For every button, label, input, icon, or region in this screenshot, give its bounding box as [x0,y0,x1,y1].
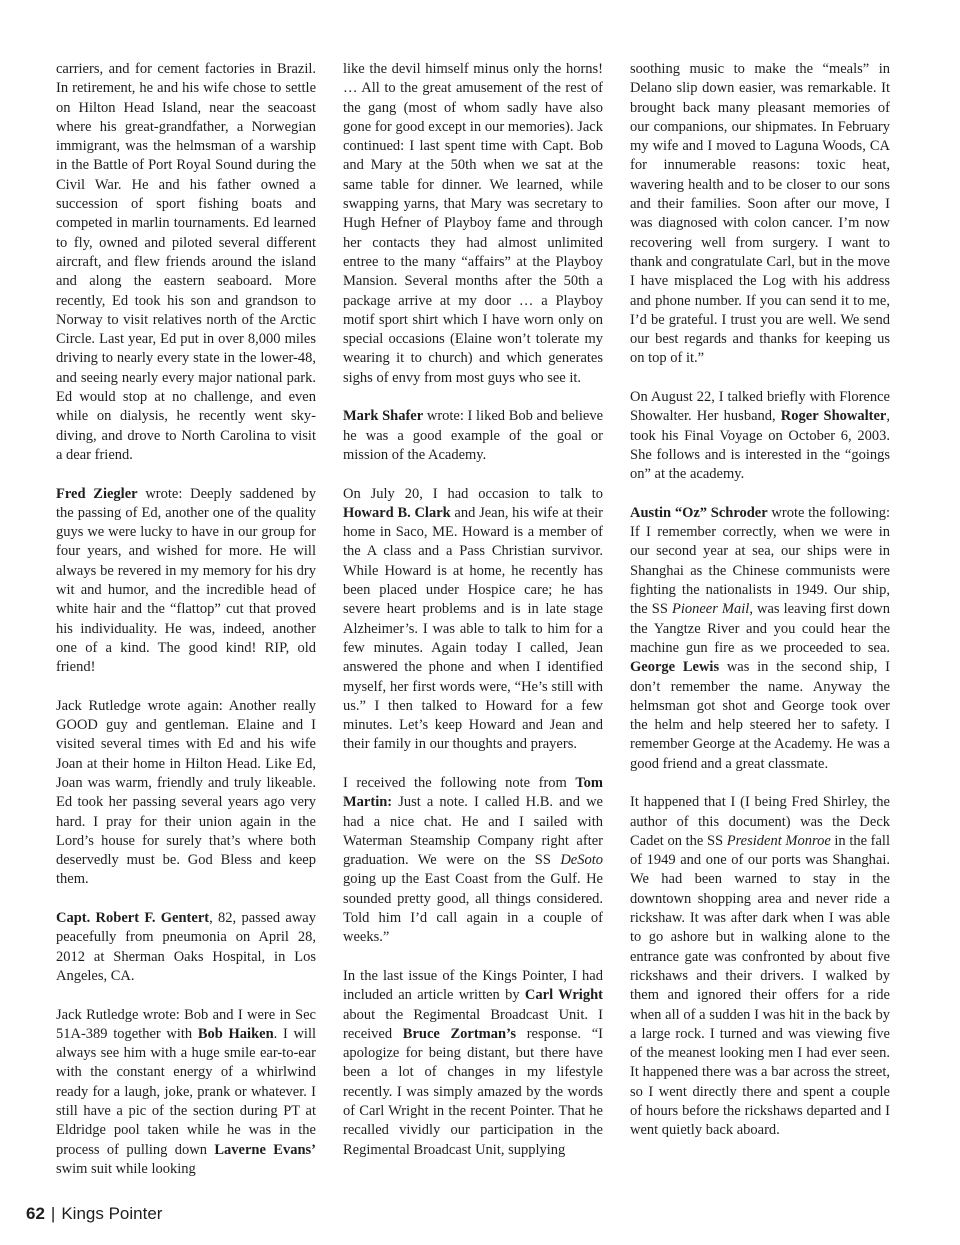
paragraph-text: going up the East Coast from the Gulf. He sounded pretty good, all things considered. Told him I’d call again in a couple of weeks.” [343,871,603,946]
person-name: Tom Martin: [343,774,603,811]
paragraph-text: and Jean, his wife at their home in Saco, ME. Howard is a member of the A class and a Pass Christian survivor. While Howard is at home, he recently has been placed under Hospice care; he has severe heart problems and is in late stage Alzheimer’s. I was able to talk to him for a few minutes. Again today I called, Jean answered the phone and when I identified myself, her first words were, “He’s still with us.” I then talked to Howard for a few minutes. Let’s keep Howard and Jean and their family in our thoughts and prayers. [343,504,604,753]
ship-name: Pioneer Mail [671,601,750,618]
person-name: Roger Showalter [780,408,887,425]
page-footer [26,1204,162,1224]
person-name: Laverne Evans’ [214,1141,316,1158]
person-name: Capt. Robert F. Gentert [56,910,210,927]
paragraph-text: in the fall of 1949 and one of our ports was Shanghai. We had been warned to stay in the downtown shopping area and never ride a rickshaw. It was after dark when I was able to go ashore but in walking alone to the entrance gate was confronted by about five rickshaws and their drivers. I walked by them and ignored their offers for a ride when all of a sudden I was hit in the back by a large rock. I turned and was viewing five of the meanest looking men I had ever seen. It happened there was a bar across the street, so I went directly there and spent a couple of hours before the rickshaws departed and I went quietly back aboard. [630,832,890,1139]
paragraph-text: On August 22, I talked briefly with Florence Showalter. Her husband, [630,389,890,425]
paragraph [630,388,890,484]
text-column-2 [343,60,603,1160]
person-name: Fred Ziegler [56,485,138,502]
paragraph-text: Just a note. I called H.B. and we had a nice chat. He and I sailed with Waterman Steamship Company right after graduation. We were on the SS [343,794,603,869]
paragraph [343,60,603,388]
paragraph [343,485,603,755]
text-column-3 [630,60,890,1141]
paragraph-text: , took his Final Voyage on October 6, 2003. She follows and is interested in the “goings on” at the academy. [630,408,890,483]
person-name: Bob Haiken [197,1025,274,1042]
ship-name: President Monroe [726,832,831,849]
publication-name: Kings Pointer [61,1204,163,1223]
paragraph-text: wrote the following: If I remember correctly, when we were in our second year at sea, our ships were in Shanghai as the Chinese communists were fighting the nationalists in 1949. Our ship, the SS [630,504,890,618]
paragraph-text: It happened that I (I being Fred Shirley, the author of this document) was the Deck Cadet on the SS [630,794,890,849]
paragraph [56,1006,316,1180]
paragraph-text: was in the second ship, I don’t remember the name. Anyway the helmsman got shot and George took over the helm and help steered her to safety. I remember George at the Academy. He was a good friend and a great classmate. [630,659,890,772]
paragraph [630,793,890,1140]
paragraph [343,967,603,1160]
paragraph-text: wrote: I liked Bob and believe he was a good example of the goal or mission of the Academy. [343,408,604,463]
person-name: Mark Shafer [343,408,424,425]
paragraph-text: swim suit while looking [56,1160,196,1177]
paragraph-text: On July 20, I had occasion to talk to [343,485,603,502]
footer-separator: | [50,1204,56,1223]
person-name: George Lewis [630,659,720,676]
paragraph [343,407,603,465]
paragraph-text: about the Regimental Broadcast Unit. I received [343,1006,603,1042]
paragraph-text: . I will always see him with a huge smile ear-to-ear with the constant energy of a whirlwind ready for a laugh, joke, prank or whatever. I still have a pic of the section during PT at Eldridge pool taken while he was in the process of pulling down [56,1025,316,1158]
paragraph-text: soothing music to make the “meals” in Delano slip down easier, was remarkable. It brought back many pleasant memories of our companions, our shipmates. In February my wife and I moved to Laguna Woods, CA for innumerable reasons: toxic heat, wavering health and to be closer to our sons and their families. Soon after our move, I was diagnosed with colon cancer. I’m now recovering well from surgery. I want to thank and congratulate Carl, but in the move I have misplaced the Log with his address and phone number. If you can send it to me, I’d be grateful. I trust you are well. We send our best regards and thanks for keeping us on top of it.” [630,61,890,367]
paragraph [343,774,603,948]
paragraph-text: wrote: Deeply saddened by the passing of Ed, another one of the quality guys we were lucky to have in our group for four years, and wished for more. He will always be revered in my memory for his dry wit and humor, and the incredible head of white hair and the “flattop” cut that proved his individuality. He was, indeed, another one of a kind. The good kind! RIP, old friend! [56,485,316,676]
paragraph-text: I received the following note from [343,774,576,791]
person-name: Howard B. Clark [343,504,451,521]
page-number: 62 [26,1204,45,1223]
person-name: Austin “Oz” Schroder [630,504,768,521]
paragraph [630,60,890,369]
paragraph-text: Jack Rutledge wrote again: Another really GOOD guy and gentleman. Elaine and I visited several times with Ed and his wife Joan at their home in Hilton Head. Like Ed, Joan was warm, friendly and truly likeable. Ed took her passing several years ago very hard. I pray for their union again in the Lord’s house for surely that’s where both deservedly must be. God Bless and keep them. [56,697,316,888]
person-name: Bruce Zortman’s [402,1025,517,1042]
paragraph-text: carriers, and for cement factories in Brazil. In retirement, he and his wife chose to settle on Hilton Head Island, near the seacoast where his great-grandfather, a Norwegian immigrant, was the helmsman of a warship in the Battle of Port Royal Sound during the Civil War. He and his father owned a succession of sport fishing boats and competed in marlin tournaments. Ed learned to fly, owned and piloted several different aircraft, and flew friends around the island and along the eastern seaboard. More recently, Ed took his son and grandson to Norway to visit relatives north of the Arctic Circle. Last year, Ed put in over 8,000 miles driving to nearly every state in the lower-48, and seeing nearly every major national park. Ed would stop at no challenge, and even while on dialysis, he recently went sky-diving, and drove to North Carolina to visit a dear friend. [56,61,316,463]
paragraph-text: , was leaving first down the Yangtze River and you could hear the machine gun fire as we proceeded to sea. [630,601,891,656]
ship-name: DeSoto [560,852,603,869]
person-name: Carl Wright [524,987,603,1004]
paragraph-text: , 82, passed away peacefully from pneumonia on April 28, 2012 at Sherman Oaks Hospital, in Los Angeles, CA. [56,910,316,984]
paragraph [56,485,316,678]
paragraph-text: Jack Rutledge wrote: Bob and I were in Sec 51A-389 together with [56,1006,316,1042]
paragraph [56,697,316,890]
paragraph-text: response. “I apologize for being distant, but there have been a lot of changes in my lifestyle recently. I was simply amazed by the words of Carl Wright in the recent Pointer. That he recalled vividly our participation in the Regimental Broadcast Unit, supplying [343,1025,603,1158]
paragraph [56,60,316,465]
paragraph [56,909,316,986]
paragraph-text: like the devil himself minus only the horns! … All to the great amusement of the rest of the gang (most of whom sadly have also gone for good except in our memories). Jack continued: I last spent time with Capt. Bob and Mary at the 50th when we sat at the same table for dinner. We learned, while swapping yarns, that Mary was secretary to Hugh Hefner of Playboy fame and through her contacts they had almost unlimited entree to the many “affairs” at the Playboy Mansion. Several months after the 50th a package arrive at my door … a Playboy motif sport shirt which I have worn only on special occasions (Elaine won’t tolerate my wearing it to church) and which generates sighs of envy from most guys who see it. [343,61,603,386]
paragraph-text: In the last issue of the Kings Pointer, I had included an article written by [343,967,603,1004]
paragraph [630,504,890,774]
text-column-1 [56,60,316,1179]
